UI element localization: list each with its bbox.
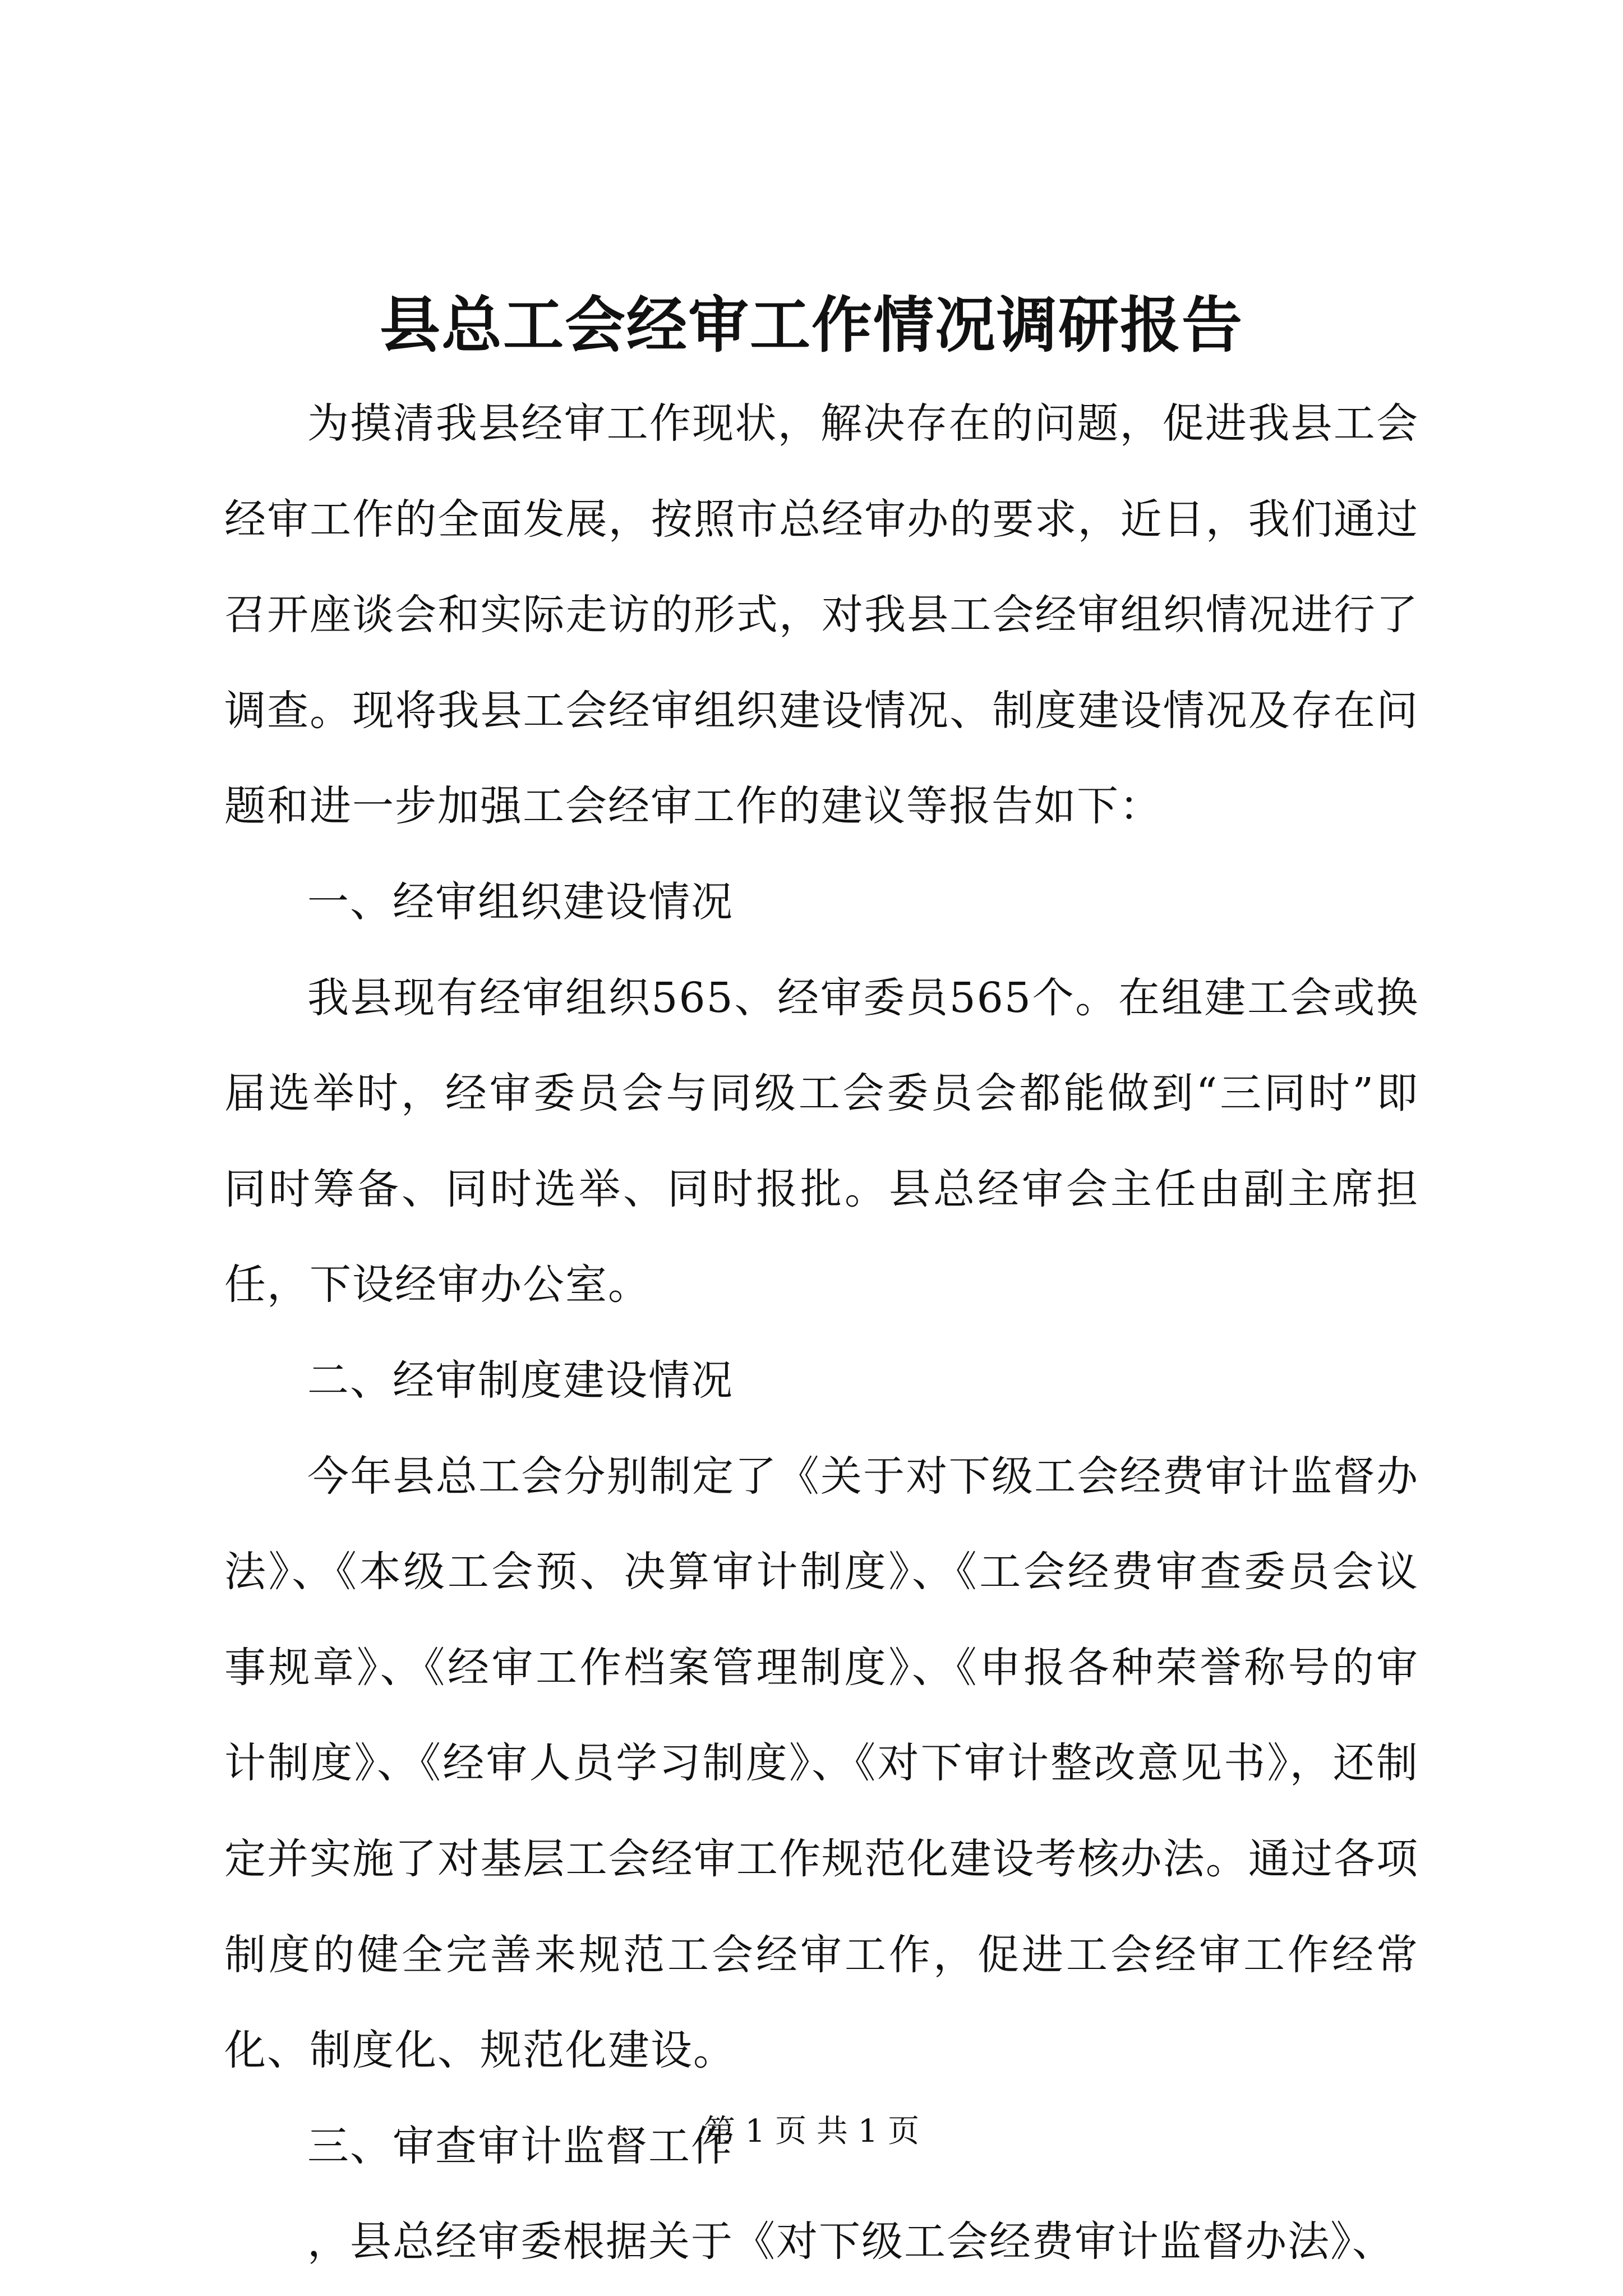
- section-2-heading: 二、经审制度建设情况: [307, 1356, 734, 1405]
- section-1-heading: 一、经审组织建设情况: [307, 877, 734, 926]
- document-body: [224, 376, 1419, 2290]
- intro-paragraph: 为摸清我县经审工作现状，解决存在的问题，促进我县工会经审工作的全面发展，按照市总经审办的要求，近日，我们通过召开座谈会和实际走访的形式，对我县工会经审组织情况进行了调查。现将我县工会经审组织建设情况、制度建设情况及存在问题和进一步加强工会经审工作的建议等报告如下：: [224, 399, 1419, 831]
- section-1-paragraph: 我县现有经审组织565、经审委员565个。在组建工会或换届选举时，经审委员会与同级工会委员会都能做到“三同时”即同时筹备、同时选举、同时报批。县总经审会主任由副主席担任，下设经审办公室。: [224, 973, 1419, 1309]
- document-title: 县总工会经审工作情况调研报告: [379, 290, 1243, 361]
- section-3-heading: 三、审查审计监督工作: [307, 2122, 734, 2170]
- section-3-paragraph: ，县总经审委根据关于《对下级工会经费审计监督办法》、: [307, 2217, 1395, 2266]
- page-footer: 第 1 页 共 1 页: [703, 2113, 920, 2150]
- section-2-paragraph: 今年县总工会分别制定了《关于对下级工会经费审计监督办法》、《本级工会预、决算审计制度》、《工会经费审查委员会议事规章》、《经审工作档案管理制度》、《申报各种荣誉称号的审计制度》、《经审人员学习制度》、《对下审计整改意见书》，还制定并实施了对基层工会经审工作规范化建设考核办法。通过各项制度的健全完善来规范工会经审工作，促进工会经审工作经常化、制度化、规范化建设。: [224, 1452, 1419, 2075]
